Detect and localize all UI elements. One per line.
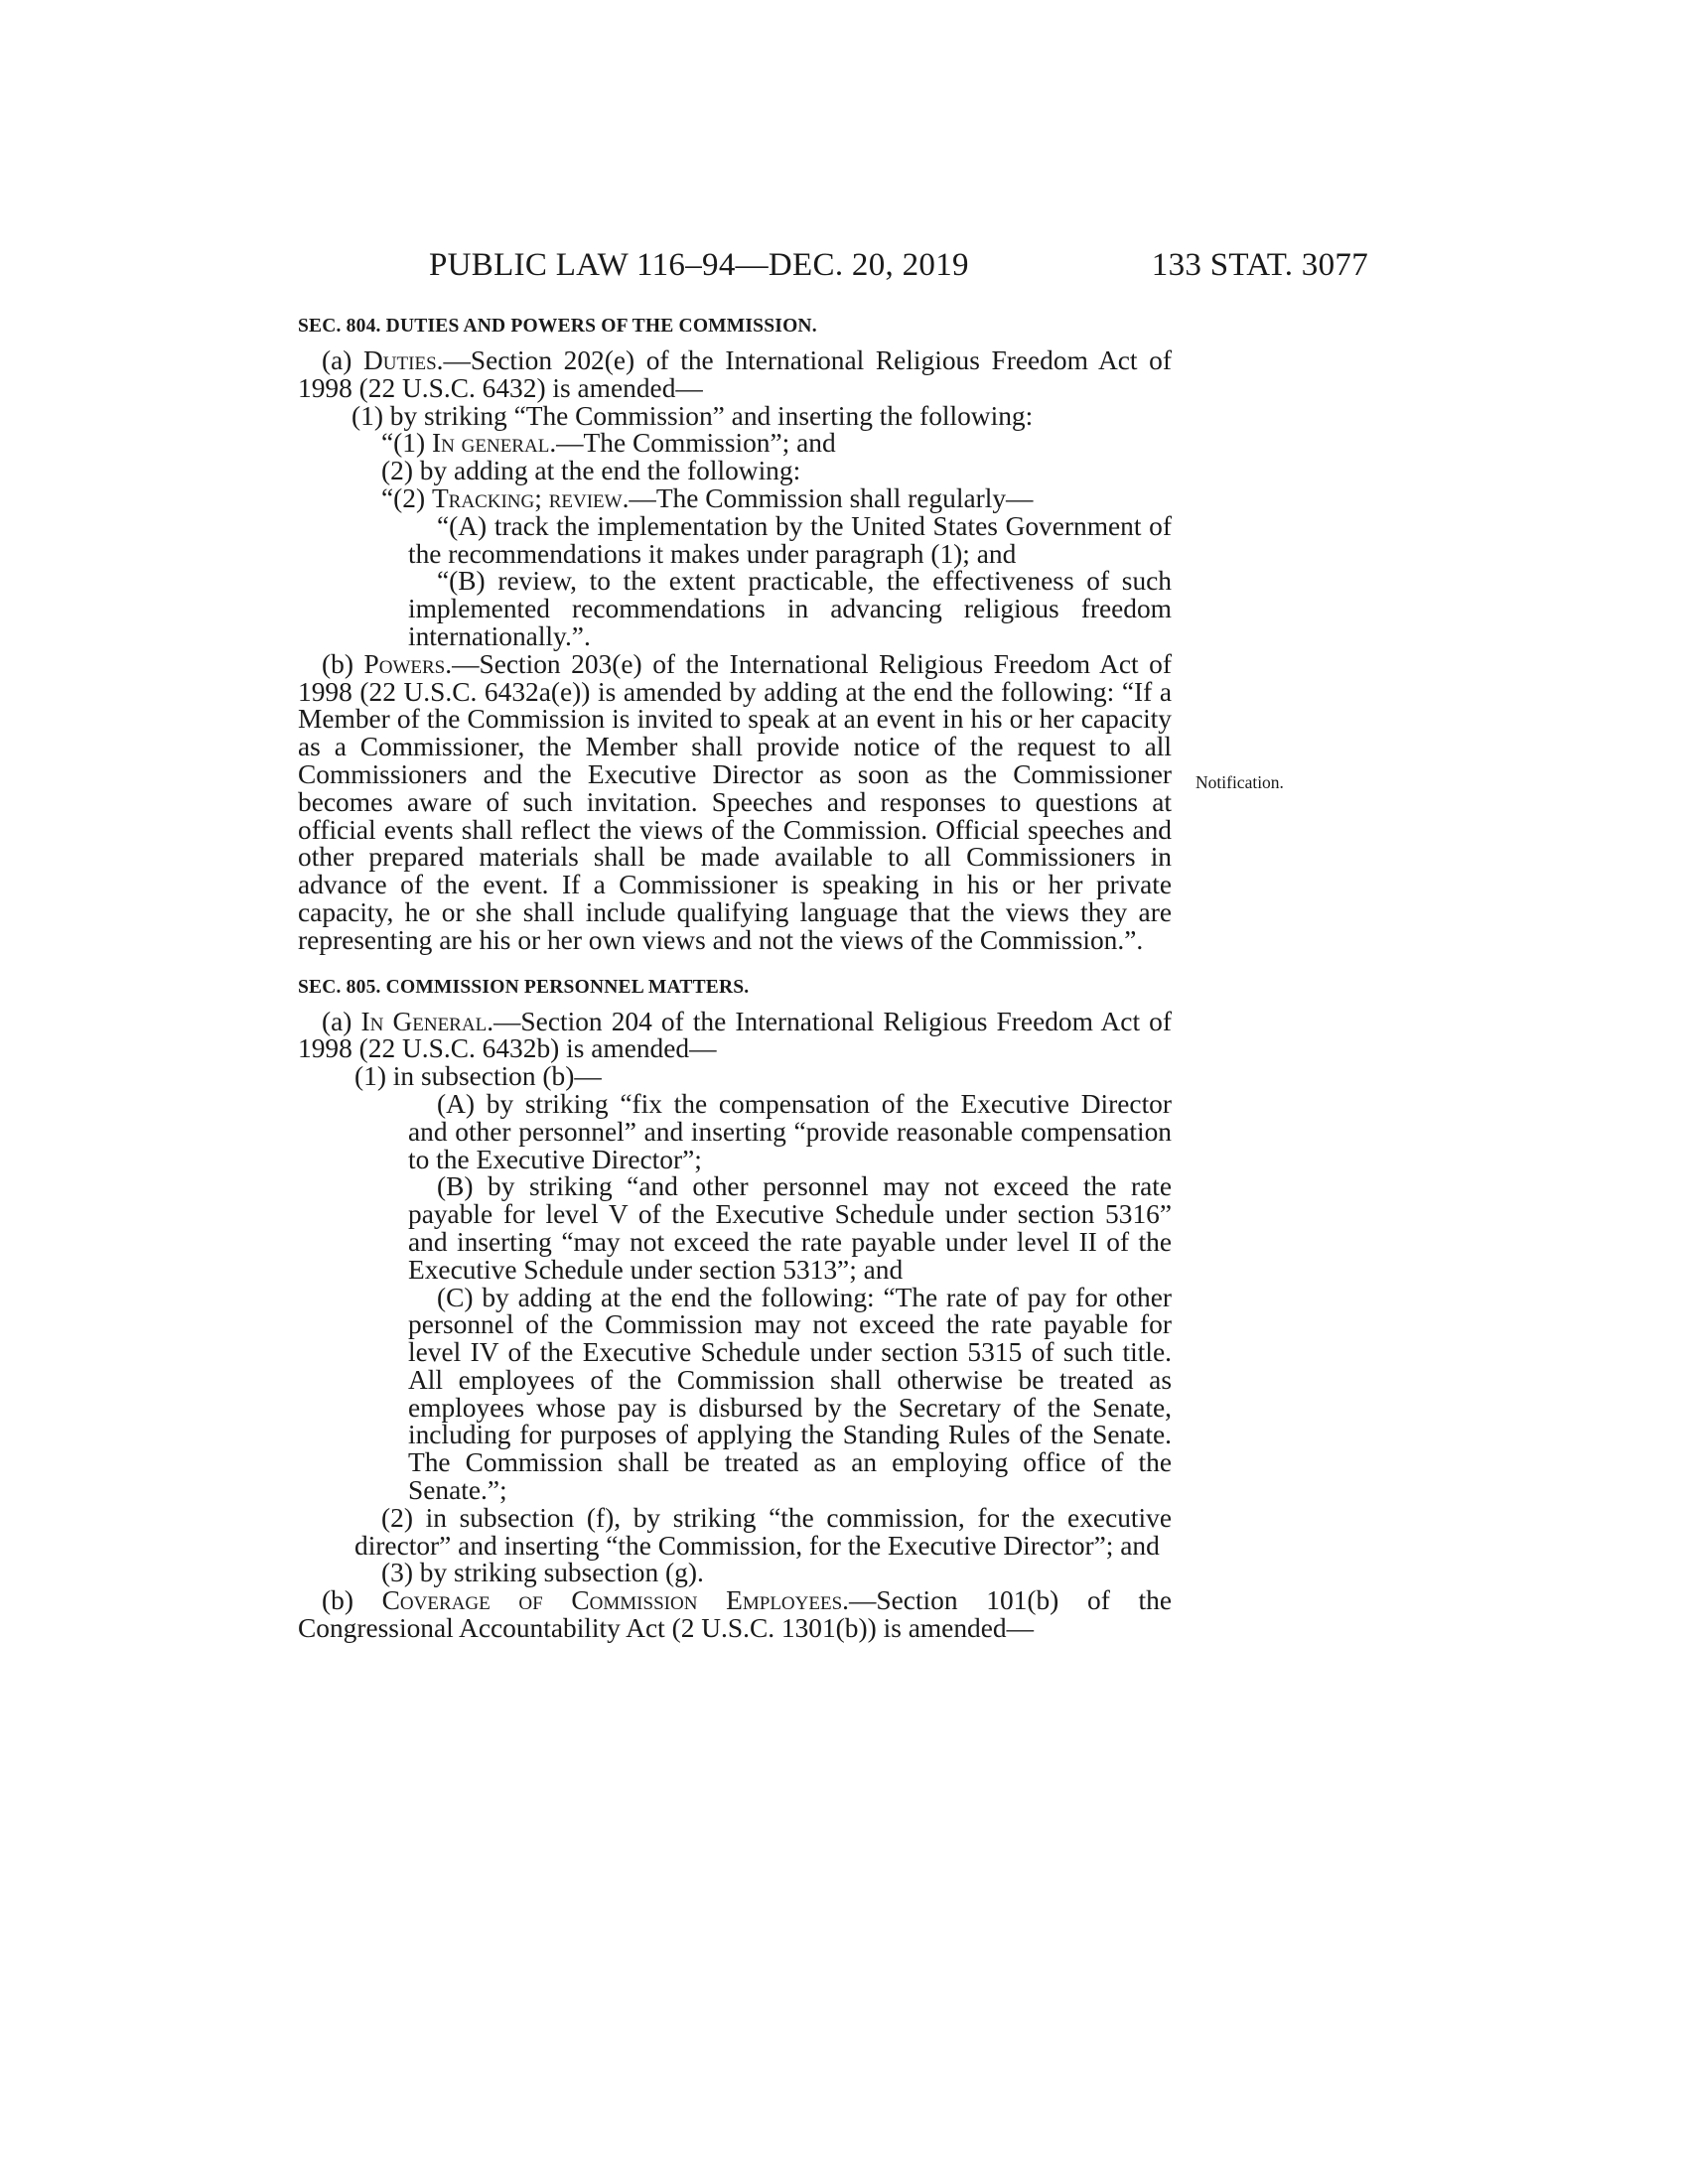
sec805-subsection-a: (a) In General.—Section 204 of the International Religious Freedom Act of 1998 (22 U.S.C. 6432b) is amended— — [298, 1006, 1172, 1064]
section-804-heading: SEC. 804. DUTIES AND POWERS OF THE COMMISSION. — [298, 316, 817, 337]
sec805-a1-subparagraph-A: (A) by striking “fix the compensation of the Executive Director and other personnel” and inserting “provide reasonable compensation to the Executive Director”; — [408, 1088, 1172, 1174]
sec805-a1-subparagraph-C: (C) by adding at the end the following: “The rate of pay for other personnel of the Commission may not exceed the rate payable for level IV of the Executive Schedule under section 5315 of such title. All employees of the Commission shall otherwise be treated as employees whose pay is disbursed by the Secretary of the Senate, including for purposes of applying the Standing Rules of the Senate. The Commission shall be treated as an employing office of the Senate.”; — [408, 1282, 1172, 1506]
section-805-heading: SEC. 805. COMMISSION PERSONNEL MATTERS. — [298, 976, 750, 998]
sec804-a2-quote: “(2) Tracking; review.—The Commission shall regularly— — [381, 482, 1034, 513]
sec804-a-paragraph-2: (2) by adding at the end the following: — [381, 456, 801, 486]
sec805-a-paragraph-2: (2) in subsection (f), by striking “the commission, for the executive director” and inserting “the Commission, for the Executive Director”; and — [354, 1502, 1172, 1561]
sec805-a1-subparagraph-B: (B) by striking “and other personnel may not exceed the rate payable for level V of the Executive Schedule under section 5316” and inserting “may not exceed the rate payable under level II of the Executive Schedule under section 5313”; and — [408, 1171, 1172, 1285]
sec804-a1-quote: “(1) In general.—The Commission”; and — [381, 428, 836, 459]
sec805-subsection-b: (b) Coverage of Commission Employees.—Section 101(b) of the Congressional Accountability Act (2 U.S.C. 1301(b)) is amended— — [298, 1585, 1172, 1644]
page-header — [298, 247, 1368, 287]
sec805-a-paragraph-1: (1) in subsection (b)— — [354, 1061, 602, 1092]
running-head: PUBLIC LAW 116–94—DEC. 20, 2019 — [429, 247, 969, 283]
marginal-note: Notification. — [1196, 772, 1284, 792]
sec805-a-paragraph-3: (3) by striking subsection (g). — [381, 1558, 704, 1588]
document-body — [298, 316, 1172, 1643]
sec804-a2-subparagraph-A: “(A) track the implementation by the United States Government of the recommendations it makes under paragraph (1); and — [408, 510, 1172, 569]
caption: Duties — [363, 345, 437, 375]
sec804-subsection-b: (b) Powers.—Section 203(e) of the International Religious Freedom Act of 1998 (22 U.S.C. 6432a(e)) is amended by adding at the end the following: “If a Member of the Commission is invited to speak at an event in his or her capacity as a Commissioner, the Member shall provide notice of the request to all Commissioners and the Executive Director as soon as the Commissioner becomes aware of such invitation. Speeches and responses to questions at official events shall reflect the views of the Commission. Official speeches and other prepared materials shall be made available to all Commissioners in advance of the event. If a Commissioner is speaking in his or her private capacity, he or she shall include qualifying language that the views they are representing are his or her own views and not the views of the Commission.”. — [298, 648, 1172, 955]
sec804-subsection-a: (a) Duties.—Section 202(e) of the International Religious Freedom Act of 1998 (22 U.S.C. 6432) is amended— — [298, 345, 1172, 403]
sec804-a2-subparagraph-B: “(B) review, to the extent practicable, the effectiveness of such implemented recommendations in advancing religious freedom internationally.”. — [408, 566, 1172, 651]
sec804-a-paragraph-1: (1) by striking “The Commission” and inserting the following: — [352, 400, 1034, 431]
stat-page-number: 133 STAT. 3077 — [1151, 247, 1368, 283]
